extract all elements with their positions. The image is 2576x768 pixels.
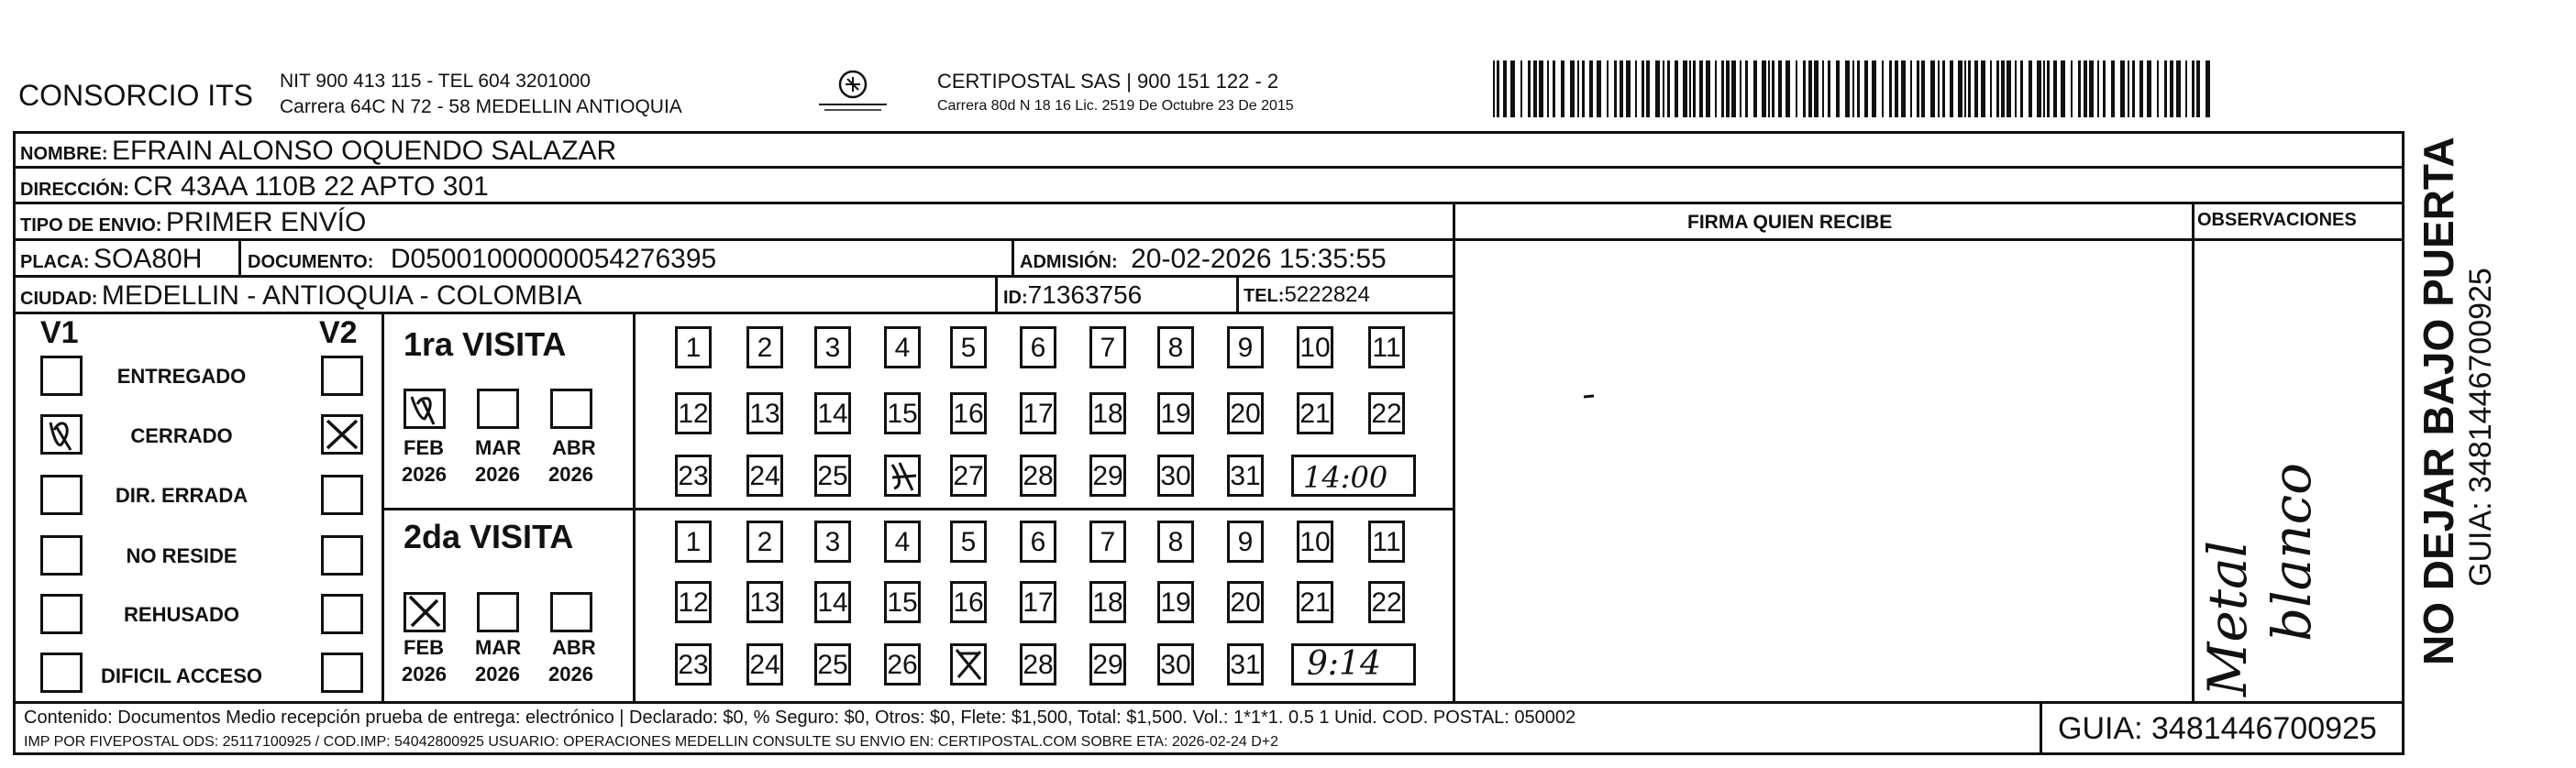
barcode-bar xyxy=(1836,60,1840,117)
barcode-bar xyxy=(1731,60,1736,117)
frame-right xyxy=(2402,202,2405,704)
barcode-bar xyxy=(1553,60,1555,117)
barcode-bar xyxy=(1981,60,1985,117)
status-no-reside: NO RESIDE xyxy=(126,544,238,567)
barcode-bar xyxy=(2029,60,2032,117)
id-label: ID: xyxy=(1003,288,1028,308)
day-box-31[interactable]: 31 xyxy=(1227,455,1264,497)
day-box-11[interactable]: 11 xyxy=(1368,521,1405,563)
day-box-14[interactable]: 14 xyxy=(814,392,851,434)
barcode-bar xyxy=(2084,60,2087,117)
footer-contents: Contenido: Documentos Medio recepción prueba de entrega: electrónico | Declarado: $0, % Seguro: $0, Otros: $0, Flete: $1,500, Total: $1,500. Vol.: 1*1*1. 0.5 1 Unid. COD. POSTAL: 050002 xyxy=(24,708,1576,728)
barcode-bar xyxy=(1577,60,1579,117)
side-guide-number: GUIA: 3481446700925 xyxy=(2463,268,2498,587)
day-box-22[interactable]: 22 xyxy=(1368,392,1405,434)
barcode-bar xyxy=(2053,60,2057,117)
barcode-bar xyxy=(1655,60,1660,117)
day-box-6[interactable]: 6 xyxy=(1020,326,1056,368)
day-box-14[interactable]: 14 xyxy=(814,581,851,623)
barcode-bar xyxy=(1497,60,1499,117)
day-box-3[interactable]: 3 xyxy=(814,326,851,368)
plate-sep xyxy=(238,238,241,275)
day-box-20[interactable]: 20 xyxy=(1227,581,1264,623)
barcode-bar xyxy=(1852,60,1854,117)
footer-imp: IMP POR FIVEPOSTAL ODS: 25117100925 / COD.IMP: 54042800925 USUARIO: OPERACIONES MEDELLIN CONSULTE SU ENVIO EN: CERTIPOSTAL.COM SOBRE ETA: 2026-02-24 D+2 xyxy=(24,734,1279,750)
frame-top xyxy=(13,131,2405,134)
visit2-year-feb: 2026 xyxy=(402,663,447,686)
day-box-12[interactable]: 12 xyxy=(675,581,712,623)
barcode-bar xyxy=(1740,60,1741,117)
day-box-30[interactable]: 30 xyxy=(1157,455,1194,497)
barcode-bar xyxy=(1547,60,1549,117)
barcode-bar xyxy=(1582,60,1585,117)
day-box-23[interactable]: 23 xyxy=(675,643,712,686)
frame-bottom-top xyxy=(13,701,2405,704)
barcode-bar xyxy=(2078,60,2081,117)
day-box-21[interactable]: 21 xyxy=(1297,392,1333,434)
address-row xyxy=(20,173,489,201)
city-label: CIUDAD: xyxy=(20,289,98,309)
barcode-bar xyxy=(1768,60,1770,117)
footer-right xyxy=(2402,701,2405,754)
barcode-bar xyxy=(1882,60,1884,117)
company-name: CONSORCIO ITS xyxy=(18,79,254,112)
barcode-bar xyxy=(1864,60,1868,117)
barcode-bar xyxy=(1667,60,1670,117)
day-box-12[interactable]: 12 xyxy=(675,392,712,434)
visit2-month-feb-checkbox[interactable] xyxy=(404,592,446,632)
day-box-29[interactable]: 29 xyxy=(1089,455,1126,497)
barcode-bar xyxy=(2206,60,2210,117)
barcode-bar xyxy=(1950,60,1953,117)
barcode-bar xyxy=(2097,60,2099,117)
barcode-bar xyxy=(1872,60,1876,117)
barcode-bar xyxy=(1706,60,1710,117)
barcode-bar xyxy=(1968,60,1971,117)
tel-sep xyxy=(1236,275,1239,312)
barcode-bar xyxy=(1901,60,1906,117)
plate-value: SOA80H xyxy=(94,244,203,274)
id-sep xyxy=(995,275,998,312)
barcode-bar xyxy=(2061,60,2065,117)
day-box-2[interactable]: 2 xyxy=(746,521,783,563)
visit1-feb-mark xyxy=(406,391,443,426)
certipostal-logo xyxy=(812,68,894,114)
barcode-bar xyxy=(1745,60,1748,117)
barcode-bar xyxy=(2047,60,2050,117)
city-value: MEDELLIN - ANTIOQUIA - COLOMBIA xyxy=(101,280,582,311)
address-label: DIRECCIÓN: xyxy=(20,180,129,200)
day-box-9[interactable]: 9 xyxy=(1227,521,1264,563)
barcode-bar xyxy=(1889,60,1892,117)
barcode-bar xyxy=(1589,60,1593,117)
barcode-bar xyxy=(1642,60,1644,117)
barcode-bar xyxy=(2071,60,2073,117)
barcode-bar xyxy=(1693,60,1696,117)
visit1-time-box[interactable] xyxy=(1291,455,1416,497)
barcode-bar xyxy=(1895,60,1898,117)
ship-type: PRIMER ENVÍO xyxy=(165,207,367,237)
tel-cell xyxy=(1244,284,1370,306)
day-box-13[interactable]: 13 xyxy=(746,581,783,623)
day-box-4[interactable]: 4 xyxy=(884,521,921,563)
barcode-bar xyxy=(1607,60,1609,117)
barcode-bar xyxy=(1921,60,1925,117)
visit1-month-feb-checkbox[interactable] xyxy=(404,389,446,429)
visit2-year-abr: 2026 xyxy=(548,663,593,686)
id-value: 71363756 xyxy=(1027,280,1143,309)
barcode-bar xyxy=(1561,60,1564,117)
day-box-3[interactable]: 3 xyxy=(814,521,851,563)
barcode-bar xyxy=(2128,60,2129,117)
day-box-1[interactable]: 1 xyxy=(675,521,712,563)
footer-sep xyxy=(2040,701,2042,754)
barcode-bar xyxy=(1683,60,1687,117)
day-box-7[interactable]: 7 xyxy=(1089,521,1126,563)
status-rehusado: REHUSADO xyxy=(124,603,239,626)
months-sep xyxy=(633,312,636,701)
recipient-address: CR 43AA 110B 22 APTO 301 xyxy=(133,171,489,202)
day-box-17[interactable]: 17 xyxy=(1020,581,1056,623)
day-box-25[interactable]: 25 xyxy=(814,643,851,686)
recipient-name: EFRAIN ALONSO OQUENDO SALAZAR xyxy=(112,136,617,166)
barcode-bar xyxy=(2157,60,2159,117)
day-box-25[interactable]: 25 xyxy=(814,455,851,497)
barcode-bar xyxy=(2037,60,2041,117)
day-box-19[interactable]: 19 xyxy=(1157,581,1194,623)
barcode-bar xyxy=(1533,60,1537,117)
day-box-10[interactable]: 10 xyxy=(1297,521,1333,563)
day-box-5[interactable]: 5 xyxy=(950,326,987,368)
ship-type-row xyxy=(20,209,366,236)
barcode-bar xyxy=(1762,60,1766,117)
plate-label: PLACA: xyxy=(20,252,90,272)
day-box-19[interactable]: 19 xyxy=(1157,392,1194,434)
v1-label: V1 xyxy=(40,315,79,350)
barcode-bar xyxy=(1510,60,1515,117)
frame-bottom xyxy=(13,752,2405,755)
no-dejar-bajo-puerta: NO DEJAR BAJO PUERTA xyxy=(2415,137,2462,665)
barcode-bar xyxy=(1503,60,1507,117)
day-box-24[interactable]: 24 xyxy=(746,455,783,497)
barcode-bar xyxy=(1796,60,1797,117)
frame-right-top xyxy=(2402,131,2405,204)
day-box-2[interactable]: 2 xyxy=(746,326,783,368)
barcode-bar xyxy=(1528,60,1531,117)
visit1-time: 14:00 xyxy=(1303,460,1388,495)
day-box-5[interactable]: 5 xyxy=(950,521,987,563)
visit2-time: 9:14 xyxy=(1307,645,1381,683)
barcode-bar xyxy=(1753,60,1757,117)
sig-left-line xyxy=(1453,202,1455,701)
barcode-bar xyxy=(1910,60,1912,117)
carrier-address: Carrera 80d N 18 16 Lic. 2519 De Octubre 23 De 2015 xyxy=(937,98,1294,114)
barcode-bar xyxy=(2089,60,2094,117)
document-value: D05001000000054276395 xyxy=(390,244,717,274)
visit2-month-abr-checkbox[interactable] xyxy=(550,592,592,632)
barcode-bar xyxy=(2196,60,2200,117)
day-box-21[interactable]: 21 xyxy=(1297,581,1333,623)
day-box-18[interactable]: 18 xyxy=(1089,581,1126,623)
admission-value: 20-02-2026 15:35:55 xyxy=(1131,244,1387,274)
day-box-8[interactable]: 8 xyxy=(1157,521,1194,563)
day-box-26[interactable]: 26 xyxy=(884,643,921,686)
visit1-year-abr: 2026 xyxy=(548,463,593,486)
barcode-bar xyxy=(1808,60,1812,117)
tel-value: 5222824 xyxy=(1284,282,1370,307)
observations-handwriting-2: blanco xyxy=(2261,462,2323,642)
day-26-scribble xyxy=(887,457,918,494)
visit1-title: 1ra VISITA xyxy=(404,325,567,363)
v2-label: V2 xyxy=(319,315,358,350)
day-box-22[interactable]: 22 xyxy=(1368,581,1405,623)
row-line-5 xyxy=(13,312,1453,314)
barcode-bar xyxy=(1814,60,1819,117)
barcode-bar xyxy=(2015,60,2017,117)
barcode xyxy=(1493,60,2214,117)
barcode-bar xyxy=(1646,60,1650,117)
barcode-bar xyxy=(1689,60,1691,117)
barcode-bar xyxy=(2103,60,2106,117)
barcode-bar xyxy=(1635,60,1637,117)
visit1-month-mar-checkbox[interactable] xyxy=(477,389,519,429)
barcode-bar xyxy=(1942,60,1945,117)
day-box-28[interactable]: 28 xyxy=(1020,455,1056,497)
status-sep xyxy=(381,312,384,701)
day-box-10[interactable]: 10 xyxy=(1297,326,1333,368)
visit1-month-abr-checkbox[interactable] xyxy=(550,389,592,429)
footer-left xyxy=(13,701,16,754)
status-dificil-acceso: DIFICIL ACCESO xyxy=(100,664,262,687)
admission-sep xyxy=(1012,238,1014,275)
barcode-bar xyxy=(2164,60,2167,117)
day-box-17[interactable]: 17 xyxy=(1020,392,1056,434)
visit2-time-box[interactable] xyxy=(1291,643,1416,686)
barcode-bar xyxy=(2185,60,2187,117)
visit2-title: 2da VISITA xyxy=(404,518,574,555)
barcode-bar xyxy=(1614,60,1617,117)
status-dir-errada: DIR. ERRADA xyxy=(115,484,249,507)
visit1-year-mar: 2026 xyxy=(475,463,520,486)
barcode-bar xyxy=(1721,60,1724,117)
barcode-bar xyxy=(1778,60,1782,117)
city-cell xyxy=(20,282,581,310)
day-box-20[interactable]: 20 xyxy=(1227,392,1264,434)
day-box-15[interactable]: 15 xyxy=(884,392,921,434)
barcode-bar xyxy=(2111,60,2115,117)
barcode-bar xyxy=(1917,60,1919,117)
visit-divider xyxy=(381,508,1453,510)
company-address: Carrera 64C N 72 - 58 MEDELLIN ANTIOQUIA xyxy=(280,96,682,117)
barcode-bar xyxy=(1772,60,1774,117)
barcode-bar xyxy=(1626,60,1631,117)
name-row xyxy=(20,137,616,165)
day-box-15[interactable]: 15 xyxy=(884,581,921,623)
visit1-month-abr: ABR xyxy=(552,436,596,459)
barcode-bar xyxy=(1857,60,1860,117)
barcode-bar xyxy=(1493,60,1495,117)
barcode-bar xyxy=(1675,60,1678,117)
company-nit: NIT 900 413 115 - TEL 604 3201000 xyxy=(280,71,591,92)
day-box-7[interactable]: 7 xyxy=(1089,326,1126,368)
admission-cell xyxy=(1020,246,1387,273)
barcode-bar xyxy=(1597,60,1601,117)
signature-mark xyxy=(1583,389,1596,396)
document-label: DOCUMENTO: xyxy=(248,252,374,272)
barcode-bar xyxy=(2192,60,2195,117)
barcode-bar xyxy=(2139,60,2143,117)
admission-label: ADMISIÓN: xyxy=(1020,252,1118,272)
footer-guide: GUIA: 3481446700925 xyxy=(2058,711,2377,746)
barcode-bar xyxy=(2120,60,2125,117)
barcode-bar xyxy=(1803,60,1806,117)
visit2-feb-x-mark xyxy=(406,595,443,630)
name-label: NOMBRE: xyxy=(20,144,108,164)
barcode-bar xyxy=(1845,60,1850,117)
visit2-year-mar: 2026 xyxy=(475,663,520,686)
day-box-8[interactable]: 8 xyxy=(1157,326,1194,368)
id-cell xyxy=(1003,282,1142,308)
visit2-month-feb: FEB xyxy=(404,636,444,659)
day-box-30[interactable]: 30 xyxy=(1157,643,1194,686)
day-box-18[interactable]: 18 xyxy=(1089,392,1126,434)
observations-header: OBSERVACIONES xyxy=(2197,210,2357,230)
day-box-4[interactable]: 4 xyxy=(884,326,921,368)
barcode-bar xyxy=(1822,60,1824,117)
day-box-16[interactable]: 16 xyxy=(950,392,987,434)
visit1-month-mar: MAR xyxy=(475,436,522,459)
barcode-bar xyxy=(1938,60,1940,117)
tel-label: TEL: xyxy=(1244,286,1285,306)
barcode-bar xyxy=(1520,60,1522,117)
day-box-31[interactable]: 31 xyxy=(1227,643,1264,686)
document-cell xyxy=(248,246,716,273)
barcode-bar xyxy=(1964,60,1966,117)
barcode-bar xyxy=(1620,60,1623,117)
day-27-x-mark xyxy=(953,646,984,683)
barcode-bar xyxy=(2001,60,2005,117)
barcode-bar xyxy=(1663,60,1664,117)
ship-type-label: TIPO DE ENVIO: xyxy=(20,215,162,236)
barcode-bar xyxy=(2007,60,2011,117)
day-box-1[interactable]: 1 xyxy=(675,326,712,368)
barcode-bar xyxy=(1974,60,1978,117)
barcode-bar xyxy=(2043,60,2045,117)
barcode-bar xyxy=(1726,60,1730,117)
status-cerrado: CERRADO xyxy=(130,424,233,447)
barcode-bar xyxy=(1828,60,1830,117)
barcode-bar xyxy=(2176,60,2181,117)
day-box-16[interactable]: 16 xyxy=(950,581,987,623)
barcode-bar xyxy=(1996,60,1999,117)
barcode-bar xyxy=(1715,60,1717,117)
plate-cell xyxy=(20,246,202,273)
day-box-9[interactable]: 9 xyxy=(1227,326,1264,368)
day-box-6[interactable]: 6 xyxy=(1020,521,1056,563)
day-box-26[interactable] xyxy=(884,455,921,497)
barcode-bar xyxy=(1958,60,1962,117)
day-box-27[interactable]: 27 xyxy=(950,455,987,497)
row-line-2 xyxy=(13,202,2405,204)
day-box-29[interactable]: 29 xyxy=(1089,643,1126,686)
visit2-month-mar-checkbox[interactable] xyxy=(477,592,519,632)
carrier-name: CERTIPOSTAL SAS | 900 151 122 - 2 xyxy=(937,70,1279,93)
signature-header: FIRMA QUIEN RECIBE xyxy=(1687,212,1893,233)
obs-left-line xyxy=(2192,202,2195,701)
day-box-27[interactable] xyxy=(950,643,987,686)
day-box-11[interactable]: 11 xyxy=(1368,326,1405,368)
barcode-bar xyxy=(1930,60,1935,117)
status-entregado: ENTREGADO xyxy=(116,365,247,388)
visit2-month-mar: MAR xyxy=(475,636,522,659)
row-line-1 xyxy=(13,166,2405,169)
observations-handwriting-1: Metal xyxy=(2196,540,2259,697)
barcode-bar xyxy=(2170,60,2173,117)
barcode-bar xyxy=(1699,60,1703,117)
day-box-24[interactable]: 24 xyxy=(746,643,783,686)
barcode-bar xyxy=(1990,60,1992,117)
visit1-year-feb: 2026 xyxy=(402,463,447,486)
day-box-23[interactable]: 23 xyxy=(675,455,712,497)
barcode-bar xyxy=(2020,60,2023,117)
row-line-3 xyxy=(13,238,2405,241)
day-box-28[interactable]: 28 xyxy=(1020,643,1056,686)
barcode-bar xyxy=(2147,60,2151,117)
barcode-bar xyxy=(1570,60,1575,117)
day-box-13[interactable]: 13 xyxy=(746,392,783,434)
visit2-month-abr: ABR xyxy=(552,636,596,659)
barcode-bar xyxy=(2132,60,2135,117)
barcode-bar xyxy=(1539,60,1543,117)
visit1-month-feb: FEB xyxy=(404,436,444,459)
barcode-bar xyxy=(1786,60,1790,117)
